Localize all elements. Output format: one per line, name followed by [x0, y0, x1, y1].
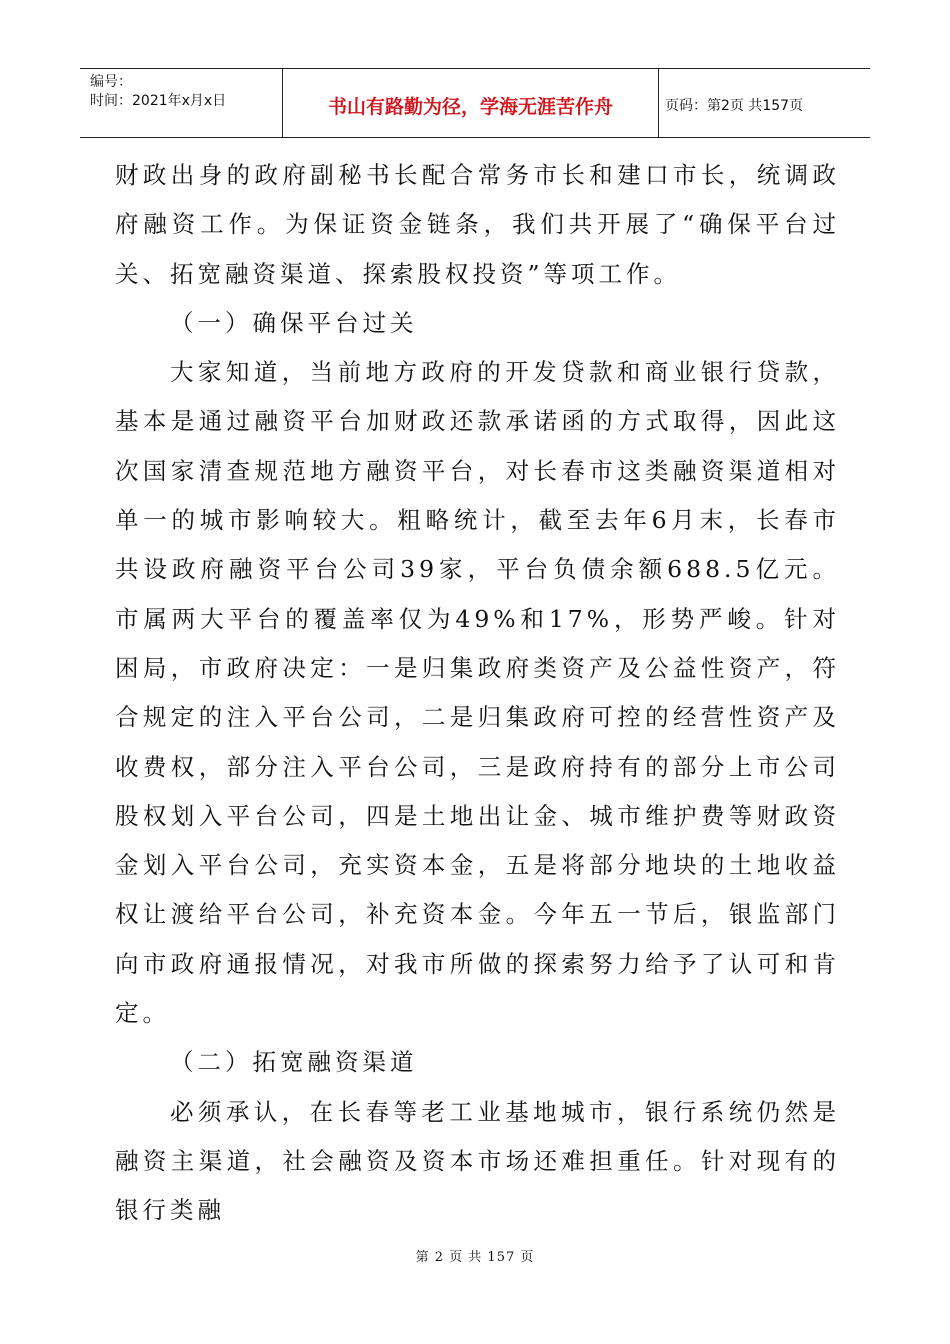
section-heading: （二）拓宽融资渠道 — [170, 1048, 418, 1077]
document-number-label: 编号： — [90, 74, 132, 90]
section-heading: （一）确保平台过关 — [170, 308, 418, 337]
document-body — [115, 151, 840, 1236]
header-page-info: 页码：第2页 共157页 — [665, 98, 804, 114]
paragraph: 大家知道，当前地方政府的开发贷款和商业银行贷款，基本是通过融资平台加财政还款承诺函的方式取得，因此这次国家清查规范地方融资平台，对长春市这类融资渠道相对单一的城市影响较大。粗略统计，截至去年6月末，长春市共设政府融资平台公司39家，平台负债余额688.5亿元。市属两大平台的覆盖率仅为49%和17%，形势严峻。针对困局，市政府决定：一是归集政府类资产及公益性资产，符合规定的注入平台公司，二是归集政府可控的经营性资产及收费权，部分注入平台公司，三是政府持有的部分上市公司股权划入平台公司，四是土地出让金、城市维护费等财政资金划入平台公司，充实资本金，五是将部分地块的土地收益权让渡给平台公司，补充资本金。今年五一节后，银监部门向市政府通报情况，对我市所做的探索努力给予了认可和肯定。 — [115, 358, 840, 1028]
document-time-label: 时间：2021年x月x日 — [90, 93, 227, 109]
page-footer: 第 2 页 共 157 页 — [415, 1250, 535, 1265]
paragraph: 财政出身的政府副秘书长配合常务市长和建口市长，统调政府融资工作。为保证资金链条，我们共开展了“确保平台过关、拓宽融资渠道、探索股权投资”等项工作。 — [115, 161, 840, 288]
paragraph: 必须承认，在长春等老工业基地城市，银行系统仍然是融资主渠道，社会融资及资本市场还难担重任。针对现有的银行类融 — [115, 1097, 840, 1225]
header-motto: 书山有路勤为径，学海无涯苦作舟 — [283, 69, 659, 137]
page-header — [80, 68, 870, 138]
header-meta-cell — [80, 69, 283, 137]
